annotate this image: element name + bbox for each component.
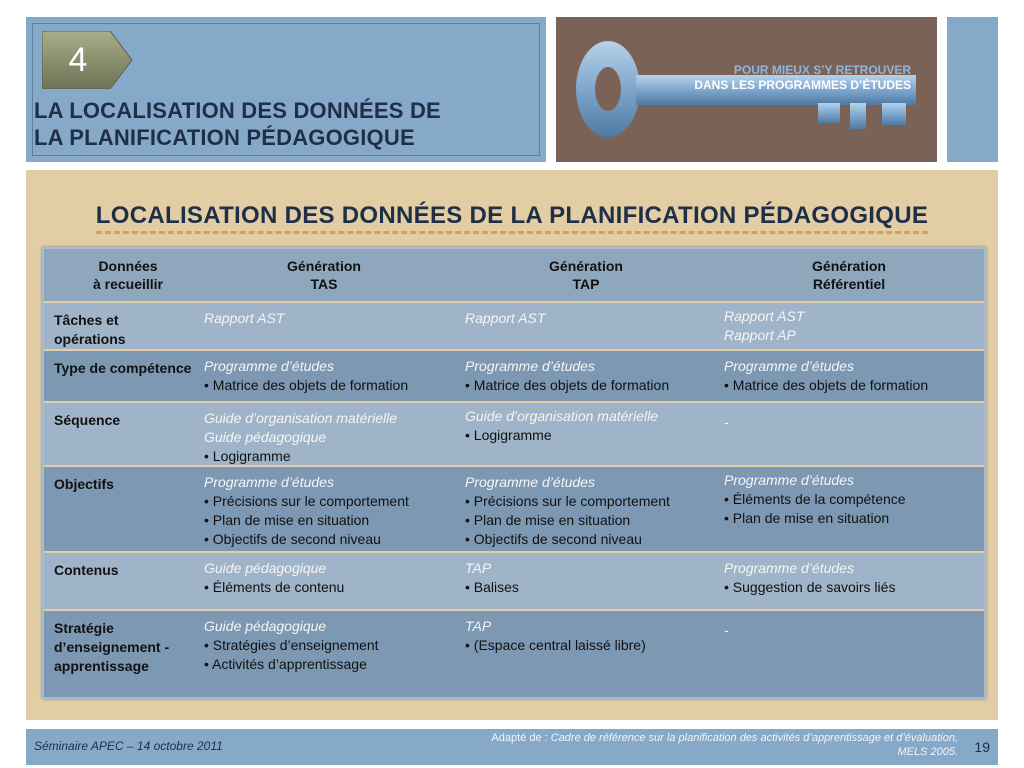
- slide-title: [0, 202, 1024, 230]
- cell-tas: [204, 617, 454, 674]
- cell-ref: [724, 559, 974, 597]
- cell-ref: [724, 471, 974, 528]
- cell-source: Rapport AST: [204, 310, 285, 326]
- cell-tap: [465, 309, 715, 328]
- cell-source: Programme d’études: [724, 560, 854, 576]
- cell-bullet: • Précisions sur le comportement: [465, 493, 670, 509]
- row-label: Contenus: [54, 562, 119, 578]
- key-banner-line1: POUR MIEUX S’Y RETROUVER: [733, 63, 911, 77]
- cell-source: TAP: [465, 618, 492, 634]
- cell-source: Programme d’études: [465, 474, 595, 490]
- header-col-tap-l2: TAP: [572, 276, 600, 292]
- cell-source: TAP: [465, 560, 492, 576]
- header-col-tas-l2: TAS: [310, 276, 338, 292]
- header-col-tas-l1: Génération: [287, 258, 361, 274]
- section-number: 4: [68, 40, 88, 79]
- header-col-referentiel-l1: Génération: [812, 258, 886, 274]
- cell-bullet: • Plan de mise en situation: [724, 510, 890, 526]
- header-col-donnees-l2: à recueillir: [92, 276, 164, 292]
- cell-bullet: • Matrice des objets de formation: [465, 377, 670, 393]
- header-col-donnees-l1: Données: [98, 258, 158, 274]
- row-label: Séquence: [54, 412, 121, 428]
- cell-bullet: • Balises: [465, 579, 519, 595]
- row-label: Type de compétence: [54, 360, 192, 376]
- header-right-block: [947, 17, 998, 162]
- slide-title-text: LOCALISATION DES DONNÉES DE LA PLANIFICATION PÉDAGOGIQUE: [96, 202, 928, 234]
- cell-tas: [204, 409, 454, 466]
- cell-source: Programme d’études: [724, 358, 854, 374]
- cell-source: Guide d’organisation matérielle: [465, 408, 658, 424]
- cell-source-2: Guide pédagogique: [204, 429, 327, 445]
- cell-source: Guide pédagogique: [204, 560, 327, 576]
- cell-bullet: • Activités d’apprentissage: [204, 656, 367, 672]
- cell-bullet: • Éléments de la compétence: [724, 491, 906, 507]
- cell-source: Rapport AST: [724, 308, 805, 324]
- footer-event: Séminaire APEC – 14 octobre 2011: [34, 739, 223, 753]
- cell-tas: [204, 309, 454, 328]
- footer-credit-prefix: Adapté de :: [491, 732, 551, 744]
- cell-source: Programme d’études: [204, 358, 334, 374]
- table-row: [44, 403, 984, 465]
- cell-source: Guide d’organisation matérielle: [204, 410, 397, 426]
- cell-tap: [465, 407, 715, 445]
- cell-bullet: • Objectifs de second niveau: [204, 531, 381, 547]
- cell-ref: [724, 621, 974, 640]
- key-banner: [556, 17, 937, 162]
- section-title: [34, 97, 441, 151]
- table-row: [44, 303, 984, 349]
- cell-tap: [465, 617, 715, 655]
- header-col-tas: [264, 257, 384, 293]
- cell-bullet: • Objectifs de second niveau: [465, 531, 642, 547]
- header-col-tap: [526, 257, 646, 293]
- cell-bullet: • Éléments de contenu: [204, 579, 345, 595]
- cell-tap: [465, 473, 715, 549]
- table-row: [44, 611, 984, 697]
- row-label: Stratégie d’enseignement - apprentissage: [54, 620, 170, 674]
- cell-bullet: • Logigramme: [204, 448, 291, 464]
- cell-bullet: • Matrice des objets de formation: [204, 377, 409, 393]
- cell-bullet: • Stratégies d’enseignement: [204, 637, 379, 653]
- cell-tap: [465, 357, 715, 395]
- cell-source: Programme d’études: [465, 358, 595, 374]
- page-number: 19: [974, 739, 990, 755]
- cell-ref: [724, 413, 974, 432]
- cell-bullet: • Plan de mise en situation: [204, 512, 370, 528]
- data-table: [42, 247, 986, 699]
- footer: [26, 729, 998, 765]
- table-row: [44, 467, 984, 551]
- cell-bullet: • Précisions sur le comportement: [204, 493, 409, 509]
- cell-tas: [204, 473, 454, 549]
- row-label: Objectifs: [54, 476, 114, 492]
- section-title-line1: LA LOCALISATION DES DONNÉES DE: [34, 98, 441, 123]
- cell-tap: [465, 559, 715, 597]
- table-row: [44, 553, 984, 609]
- cell-bullet: • Logigramme: [465, 427, 552, 443]
- cell-source: Rapport AST: [465, 310, 546, 326]
- table-header: [44, 249, 984, 301]
- cell-source: Guide pédagogique: [204, 618, 327, 634]
- cell-tas: [204, 559, 454, 597]
- header-col-tap-l1: Génération: [549, 258, 623, 274]
- table-row: [44, 351, 984, 401]
- cell-ref: [724, 307, 974, 345]
- footer-credit-line2: MELS 2005.: [897, 746, 958, 758]
- cell-bullet: • Matrice des objets de formation: [724, 377, 929, 393]
- cell-bullet: • (Espace central laissé libre): [465, 637, 646, 653]
- header-col-referentiel: [789, 257, 909, 293]
- cell-bullet: • Plan de mise en situation: [465, 512, 631, 528]
- cell-source: -: [724, 414, 729, 430]
- footer-credit: [491, 731, 958, 759]
- section-header: [26, 17, 546, 162]
- footer-credit-title: Cadre de référence sur la planification des activités d’apprentissage et d’évaluation,: [550, 732, 958, 744]
- cell-bullet: • Suggestion de savoirs liés: [724, 579, 896, 595]
- cell-tas: [204, 357, 454, 395]
- cell-ref: [724, 357, 974, 395]
- key-banner-line2: DANS LES PROGRAMMES D’ÉTUDES: [694, 78, 911, 92]
- cell-source: Programme d’études: [204, 474, 334, 490]
- cell-source: -: [724, 622, 729, 638]
- cell-source: Programme d’études: [724, 472, 854, 488]
- header-col-donnees: [68, 257, 188, 293]
- cell-source-2: Rapport AP: [724, 327, 796, 343]
- section-title-line2: LA PLANIFICATION PÉDAGOGIQUE: [34, 125, 415, 150]
- row-label: Tâches et opérations: [54, 312, 126, 347]
- header-col-referentiel-l2: Référentiel: [812, 276, 886, 292]
